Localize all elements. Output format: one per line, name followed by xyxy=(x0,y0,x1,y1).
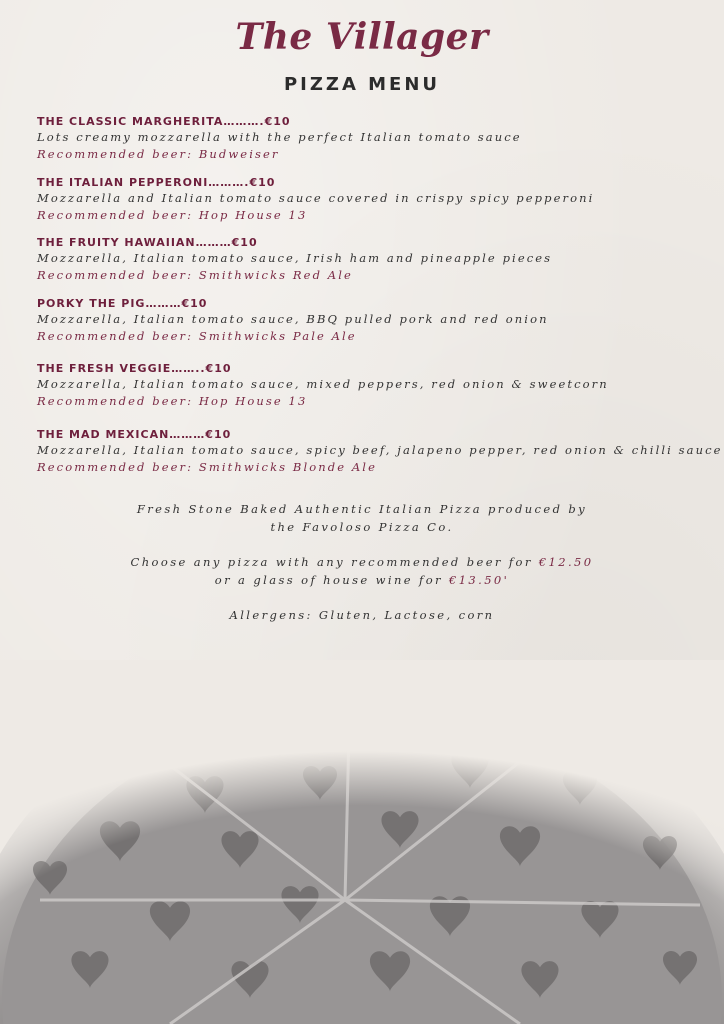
menu-item xyxy=(37,175,697,224)
item-name: PORKY THE PIG………€10 xyxy=(37,297,208,310)
menu-item xyxy=(37,427,723,476)
menu-item xyxy=(37,296,697,345)
item-name: THE FRESH VEGGIE……..€10 xyxy=(37,362,232,375)
item-description: Mozzarella, Italian tomato sauce, Irish ham and pineapple pieces xyxy=(37,251,553,265)
offer-text: or a glass of house wine for xyxy=(214,573,443,587)
offer-text: Choose any pizza with any recommended beer for xyxy=(130,555,533,569)
item-name: THE MAD MEXICAN………€10 xyxy=(37,428,232,441)
item-name: THE CLASSIC MARGHERITA……….€10 xyxy=(37,115,291,128)
item-beer: Recommended beer: Hop House 13 xyxy=(37,208,308,222)
item-description: Mozzarella and Italian tomato sauce covered in crispy spicy pepperoni xyxy=(37,191,595,205)
item-description: Lots creamy mozzarella with the perfect Italian tomato sauce xyxy=(37,130,522,144)
item-name: THE FRUITY HAWAIIAN………€10 xyxy=(37,236,258,249)
item-description: Mozzarella, Italian tomato sauce, BBQ pulled pork and red onion xyxy=(37,312,549,326)
producer-line: the Favoloso Pizza Co. xyxy=(270,520,454,534)
item-name: THE ITALIAN PEPPERONI……….€10 xyxy=(37,176,276,189)
menu-item xyxy=(37,235,697,284)
menu-title: PIZZA MENU xyxy=(283,74,441,95)
brand-title: The Villager xyxy=(235,16,489,58)
producer-line: Fresh Stone Baked Authentic Italian Pizza produced by xyxy=(136,502,588,516)
item-beer: Recommended beer: Budweiser xyxy=(37,147,280,161)
offer-line xyxy=(0,553,724,571)
item-beer: Recommended beer: Smithwicks Pale Ale xyxy=(37,329,357,343)
pizza-image xyxy=(0,660,724,1024)
menu-item xyxy=(37,361,697,410)
offer-price: €12.50 xyxy=(538,555,594,569)
item-beer: Recommended beer: Hop House 13 xyxy=(37,394,308,408)
item-beer: Recommended beer: Smithwicks Blonde Ale xyxy=(37,460,377,474)
producer-note xyxy=(0,500,724,536)
menu-item xyxy=(37,114,697,163)
offer-note xyxy=(0,553,724,589)
item-description: Mozzarella, Italian tomato sauce, spicy beef, jalapeno pepper, red onion & chilli sauce xyxy=(37,443,723,457)
offer-price: €13.50' xyxy=(449,573,510,587)
allergens-note: Allergens: Gluten, Lactose, corn xyxy=(229,608,495,622)
item-description: Mozzarella, Italian tomato sauce, mixed peppers, red onion & sweetcorn xyxy=(37,377,609,391)
offer-line xyxy=(0,571,724,589)
item-beer: Recommended beer: Smithwicks Red Ale xyxy=(37,268,353,282)
